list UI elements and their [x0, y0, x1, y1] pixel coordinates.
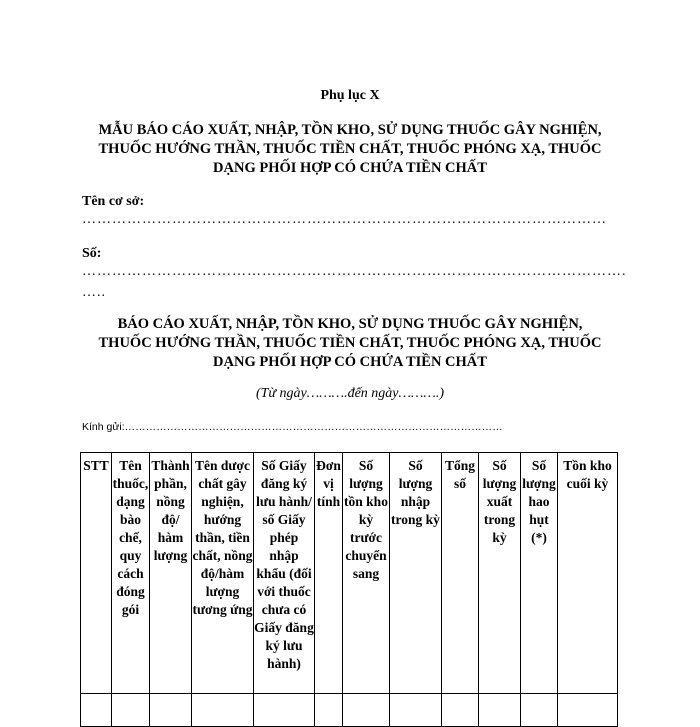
- report-title-line: BÁO CÁO XUẤT, NHẬP, TỒN KHO, SỬ DỤNG THUỐC GÂY NGHIỆN,: [117, 316, 583, 332]
- table-cell: [390, 694, 442, 727]
- column-header-composition: Thành phần, nồng độ/ hàm lượng: [150, 453, 192, 694]
- number-dots-continued: …..: [82, 285, 106, 300]
- column-header-total: Tổng số: [442, 453, 479, 694]
- table-cell: [254, 694, 315, 727]
- appendix-label: Phụ lục X: [320, 88, 380, 103]
- table-cell: [343, 694, 390, 727]
- column-header-active-substance: Tên dược chất gây nghiện, hướng thần, tiền chất, nồng độ/hàm lượng tương ứng: [192, 453, 254, 694]
- column-header-closing-stock: Tồn kho cuối kỳ: [558, 453, 618, 694]
- report-title: [0, 315, 700, 372]
- column-header-unit: Đơn vị tính: [315, 453, 343, 694]
- report-title-line: THUỐC HƯỚNG THẦN, THUỐC TIỀN CHẤT, THUỐC PHÓNG XẠ, THUỐC: [98, 335, 602, 351]
- table-cell: [150, 694, 192, 727]
- form-title-line: THUỐC HƯỚNG THẦN, THUỐC TIỀN CHẤT, THUỐC PHÓNG XẠ, THUỐC: [98, 141, 602, 157]
- form-title: [0, 121, 700, 178]
- number-dots: ……………………………………………………………………………………………….: [82, 264, 627, 279]
- column-header-registration-number: Số Giấy đăng ký lưu hành/ số Giấy phép nhập khẩu (đối với thuốc chưa có Giấy đăng ký lưu hành): [254, 453, 315, 694]
- column-header-drug-name: Tên thuốc, dạng bào chế, quy cách đóng gói: [112, 453, 150, 694]
- table-header-row: [81, 453, 618, 694]
- report-table: [80, 452, 618, 727]
- table-cell: [442, 694, 479, 727]
- form-title-line: DẠNG PHỐI HỢP CÓ CHỨA TIỀN CHẤT: [213, 160, 487, 176]
- column-header-opening-stock: Số lượng tồn kho kỳ trước chuyển sang: [343, 453, 390, 694]
- table-cell: [315, 694, 343, 727]
- report-period: (Từ ngày……….đến ngày……….): [255, 386, 445, 401]
- table-cell: [112, 694, 150, 727]
- table-row: [81, 694, 618, 727]
- form-title-line: MẪU BÁO CÁO XUẤT, NHẬP, TỒN KHO, SỬ DỤNG THUỐC GÂY NGHIỆN,: [98, 122, 602, 138]
- column-header-loss: Số lượng hao hụt (*): [521, 453, 558, 694]
- facility-dots: ……………………………………………………………………………………………: [82, 212, 607, 227]
- facility-label: Tên cơ sở:: [82, 194, 145, 209]
- report-title-line: DẠNG PHỐI HỢP CÓ CHỨA TIỀN CHẤT: [213, 354, 487, 370]
- column-header-dispensed: Số lượng xuất trong kỳ: [479, 453, 521, 694]
- column-header-received: Số lượng nhập trong kỳ: [390, 453, 442, 694]
- table-cell: [558, 694, 618, 727]
- recipient-line: Kính gửi:………………………………………………………………………………………………: [82, 421, 503, 433]
- number-label: Số:: [82, 246, 102, 261]
- column-header-stt: STT: [81, 453, 112, 694]
- table-cell: [479, 694, 521, 727]
- table-cell: [81, 694, 112, 727]
- table-cell: [521, 694, 558, 727]
- table-cell: [192, 694, 254, 727]
